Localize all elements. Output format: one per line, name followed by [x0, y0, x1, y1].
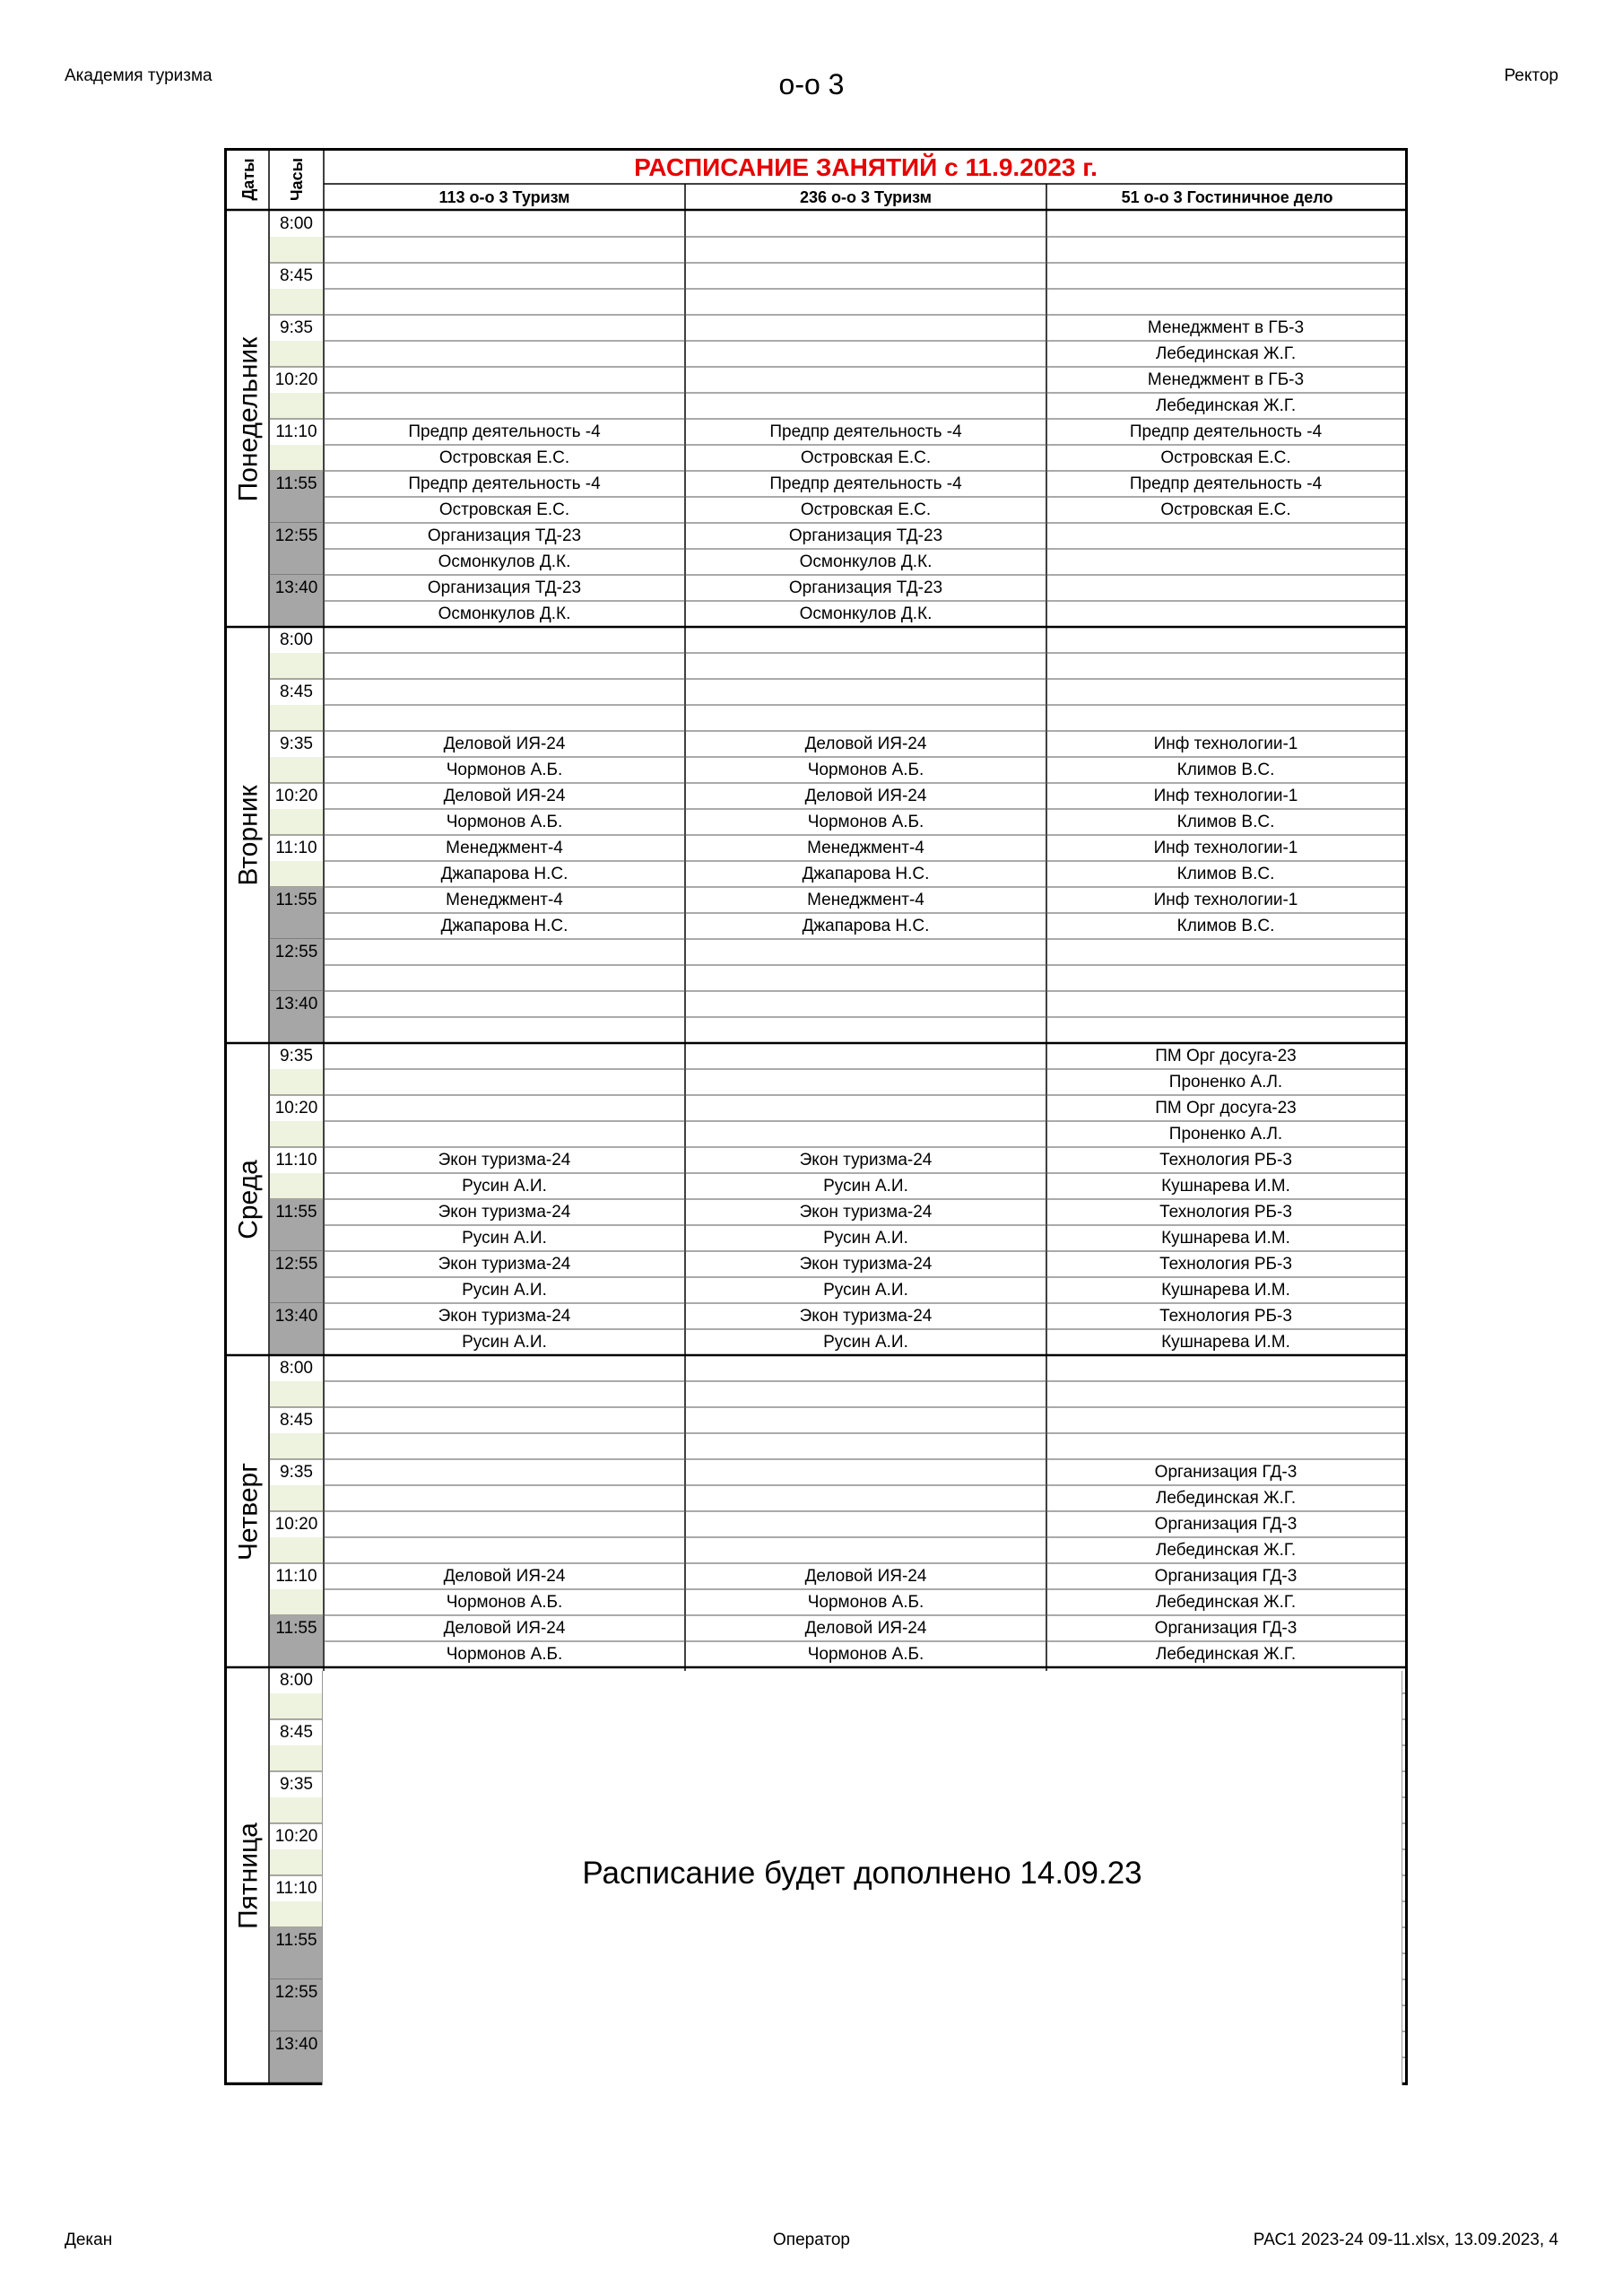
teacher-cell — [324, 1017, 685, 1043]
time-slot: 10:20 — [274, 787, 318, 805]
subject-cell — [1046, 523, 1405, 549]
subject-cell — [685, 1407, 1046, 1433]
subject-cell: Деловой ИЯ-24 — [443, 787, 566, 805]
time-slot: 8:00 — [280, 1671, 313, 1690]
teacher-cell: Русин А.И. — [823, 1229, 908, 1248]
teacher-cell: Русин А.И. — [462, 1333, 547, 1352]
subject-cell: Менеджмент-4 — [807, 839, 924, 857]
teacher-cell: Островская Е.С. — [438, 448, 570, 467]
teacher-cell: Джапарова Н.С. — [802, 865, 930, 883]
teacher-cell — [685, 341, 1046, 367]
time-slot: 11:55 — [275, 1931, 317, 1950]
subject-cell — [685, 367, 1046, 393]
time-slot: 8:00 — [280, 631, 313, 649]
subject-cell — [1046, 939, 1405, 965]
teacher-cell: Климов В.С. — [1176, 761, 1275, 779]
footer-signature-operator: Оператор — [773, 2231, 850, 2249]
teacher-cell — [324, 289, 685, 315]
subject-cell — [324, 367, 685, 393]
teacher-cell — [685, 1017, 1046, 1043]
time-slot: 13:40 — [274, 1307, 318, 1326]
subject-cell — [1046, 627, 1405, 653]
teacher-cell — [324, 1121, 685, 1147]
time-slot: 10:20 — [274, 1515, 318, 1534]
teacher-cell: Климов В.С. — [1176, 917, 1275, 935]
time-slot: 8:00 — [280, 214, 313, 233]
notice-text: Расписание будет дополнено 14.09.23 — [582, 1856, 1142, 1891]
subject-cell — [685, 1459, 1046, 1485]
teacher-cell: Чормонов А.Б. — [807, 813, 924, 831]
teacher-cell: Кушнарева И.М. — [1161, 1177, 1290, 1196]
subject-cell — [685, 1043, 1046, 1069]
time-slot: 11:55 — [275, 1203, 317, 1222]
teacher-cell — [324, 1537, 685, 1563]
subject-cell — [1046, 263, 1405, 289]
subject-cell — [685, 679, 1046, 705]
teacher-cell — [324, 1381, 685, 1407]
teacher-cell: Чормонов А.Б. — [446, 761, 563, 779]
subject-cell: Менеджмент-4 — [807, 891, 924, 909]
teacher-cell: Русин А.И. — [462, 1177, 547, 1196]
teacher-cell — [685, 1121, 1046, 1147]
subject-cell: Деловой ИЯ-24 — [443, 735, 566, 753]
time-slot: 13:40 — [274, 578, 318, 597]
teacher-cell: Чормонов А.Б. — [807, 1645, 924, 1664]
subject-cell: Экон туризма-24 — [438, 1255, 571, 1274]
time-slot: 8:45 — [280, 1411, 313, 1430]
subject-cell — [324, 263, 685, 289]
teacher-cell: Проненко А.Л. — [1168, 1073, 1283, 1091]
subject-cell — [685, 1095, 1046, 1121]
teacher-cell: Русин А.И. — [462, 1229, 547, 1248]
subject-cell: Экон туризма-24 — [438, 1151, 571, 1170]
teacher-cell: Климов В.С. — [1176, 813, 1275, 831]
subject-cell — [1046, 1355, 1405, 1381]
subject-cell: Организация ГД-3 — [1154, 1515, 1298, 1534]
teacher-cell: Лебединская Ж.Г. — [1155, 344, 1297, 363]
subject-cell — [324, 991, 685, 1017]
teacher-cell — [685, 1537, 1046, 1563]
subject-cell — [685, 627, 1046, 653]
subject-cell: Технология РБ-3 — [1159, 1307, 1292, 1326]
subject-cell — [685, 1511, 1046, 1537]
teacher-cell: Чормонов А.Б. — [446, 813, 563, 831]
group-header-236: 236 о-о 3 Туризм — [800, 188, 932, 206]
teacher-cell: Проненко А.Л. — [1168, 1125, 1283, 1144]
teacher-cell: Климов В.С. — [1176, 865, 1275, 883]
notice-box — [322, 1671, 1402, 2085]
subject-cell: Предпр деятельность -4 — [769, 422, 962, 441]
time-slot: 12:55 — [274, 526, 318, 545]
subject-cell: Менеджмент в ГБ-3 — [1147, 318, 1305, 337]
time-slot: 11:55 — [275, 1619, 317, 1638]
subject-cell: Организация ТД-23 — [788, 526, 943, 545]
footer-file-info: РАС1 2023-24 09-11.xlsx, 13.09.2023, 4 — [1253, 2231, 1558, 2249]
column-header-hours: Часы — [288, 157, 306, 202]
teacher-cell — [1046, 653, 1405, 679]
time-slot: 9:35 — [280, 1047, 313, 1065]
teacher-cell — [1046, 549, 1405, 575]
schedule-title: РАСПИСАНИЕ ЗАНЯТИЙ с 11.9.2023 г. — [634, 153, 1098, 181]
time-slot: 8:00 — [280, 1359, 313, 1378]
subject-cell: Деловой ИЯ-24 — [804, 735, 927, 753]
subject-cell — [1046, 575, 1405, 601]
teacher-cell: Джапарова Н.С. — [802, 917, 930, 935]
subject-cell — [1046, 679, 1405, 705]
subject-cell: Организация ГД-3 — [1154, 1463, 1298, 1482]
teacher-cell: Лебединская Ж.Г. — [1155, 1541, 1297, 1560]
teacher-cell — [685, 1485, 1046, 1511]
subject-cell — [324, 1043, 685, 1069]
subject-cell: Деловой ИЯ-24 — [804, 1619, 927, 1638]
teacher-cell — [324, 237, 685, 263]
subject-cell: Менеджмент в ГБ-3 — [1147, 370, 1305, 389]
teacher-cell: Осмонкулов Д.К. — [438, 604, 571, 623]
teacher-cell — [685, 1433, 1046, 1459]
subject-cell — [324, 315, 685, 341]
subject-cell: Экон туризма-24 — [438, 1307, 571, 1326]
teacher-cell: Островская Е.С. — [800, 448, 932, 467]
teacher-cell — [1046, 965, 1405, 991]
teacher-cell: Чормонов А.Б. — [446, 1593, 563, 1612]
subject-cell — [324, 211, 685, 237]
teacher-cell: Кушнарева И.М. — [1161, 1229, 1290, 1248]
time-slot: 8:45 — [280, 1723, 313, 1742]
time-slot: 11:10 — [275, 1879, 317, 1898]
teacher-cell: Русин А.И. — [462, 1281, 547, 1300]
teacher-cell — [1046, 1017, 1405, 1043]
teacher-cell: Осмонкулов Д.К. — [799, 604, 933, 623]
teacher-cell — [324, 653, 685, 679]
column-header-dates: Даты — [239, 158, 257, 201]
teacher-cell: Чормонов А.Б. — [446, 1645, 563, 1664]
subject-cell: Организация ТД-23 — [788, 578, 943, 597]
teacher-cell — [1046, 289, 1405, 315]
subject-cell: Предпр деятельность -4 — [408, 422, 601, 441]
teacher-cell — [1046, 1381, 1405, 1407]
time-slot: 9:35 — [280, 1463, 313, 1482]
subject-cell — [324, 1459, 685, 1485]
subject-cell: Экон туризма-24 — [799, 1255, 933, 1274]
subject-cell: Деловой ИЯ-24 — [443, 1619, 566, 1638]
time-slot: 11:55 — [275, 891, 317, 909]
teacher-cell: Кушнарева И.М. — [1161, 1281, 1290, 1300]
teacher-cell: Джапарова Н.С. — [440, 917, 568, 935]
subject-cell — [324, 939, 685, 965]
subject-cell: Организация ГД-3 — [1154, 1619, 1298, 1638]
teacher-cell — [1046, 601, 1405, 627]
time-slot: 11:10 — [275, 422, 317, 441]
teacher-cell — [324, 1433, 685, 1459]
day-name: Четверг — [233, 1462, 263, 1561]
subject-cell — [1046, 1407, 1405, 1433]
teacher-cell: Кушнарева И.М. — [1161, 1333, 1290, 1352]
day-name: Вторник — [233, 784, 263, 886]
subject-cell — [685, 1355, 1046, 1381]
subject-cell: Экон туризма-24 — [799, 1203, 933, 1222]
schedule-table — [224, 148, 1408, 2085]
subject-cell: Инф технологии-1 — [1153, 735, 1298, 753]
time-slot: 10:20 — [274, 370, 318, 389]
teacher-cell: Островская Е.С. — [800, 500, 932, 519]
subject-cell: Предпр деятельность -4 — [1129, 474, 1323, 493]
time-slot: 12:55 — [274, 1255, 318, 1274]
subject-cell: Предпр деятельность -4 — [408, 474, 601, 493]
time-slot: 11:10 — [275, 1567, 317, 1586]
header-institution: Академия туризма — [65, 66, 213, 85]
teacher-cell: Островская Е.С. — [1160, 500, 1291, 519]
subject-cell — [685, 939, 1046, 965]
time-slot: 12:55 — [274, 943, 318, 961]
group-header-113: 113 о-о 3 Туризм — [438, 188, 570, 206]
teacher-cell — [1046, 1433, 1405, 1459]
teacher-cell: Островская Е.С. — [438, 500, 570, 519]
teacher-cell — [324, 393, 685, 419]
time-slot: 13:40 — [274, 995, 318, 1013]
footer-signature-dean: Декан — [65, 2231, 113, 2249]
teacher-cell — [324, 341, 685, 367]
subject-cell: Экон туризма-24 — [438, 1203, 571, 1222]
teacher-cell — [324, 965, 685, 991]
teacher-cell: Лебединская Ж.Г. — [1155, 396, 1297, 415]
teacher-cell: Лебединская Ж.Г. — [1155, 1593, 1297, 1612]
teacher-cell: Осмонкулов Д.К. — [799, 552, 933, 571]
subject-cell: Инф технологии-1 — [1153, 787, 1298, 805]
subject-cell — [1046, 991, 1405, 1017]
subject-cell: Предпр деятельность -4 — [1129, 422, 1323, 441]
subject-cell — [324, 627, 685, 653]
day-name: Пятница — [233, 1822, 263, 1929]
teacher-cell: Лебединская Ж.Г. — [1155, 1645, 1297, 1664]
subject-cell: Деловой ИЯ-24 — [443, 1567, 566, 1586]
time-slot: 9:35 — [280, 735, 313, 753]
group-header-51: 51 о-о 3 Гостиничное дело — [1121, 188, 1333, 206]
time-slot: 11:10 — [275, 1151, 317, 1170]
teacher-cell — [1046, 237, 1405, 263]
time-slot: 12:55 — [274, 1983, 318, 2002]
time-slot: 8:45 — [280, 266, 313, 285]
teacher-cell: Чормонов А.Б. — [807, 761, 924, 779]
subject-cell: ПМ Орг досуга-23 — [1155, 1099, 1297, 1118]
subject-cell: Деловой ИЯ-24 — [804, 787, 927, 805]
time-slot: 10:20 — [274, 1099, 318, 1118]
time-slot: 11:55 — [275, 474, 317, 493]
subject-cell: Технология РБ-3 — [1159, 1255, 1292, 1274]
teacher-cell: Островская Е.С. — [1160, 448, 1291, 467]
subject-cell: Инф технологии-1 — [1153, 891, 1298, 909]
teacher-cell: Русин А.И. — [823, 1177, 908, 1196]
teacher-cell — [685, 393, 1046, 419]
subject-cell — [324, 679, 685, 705]
teacher-cell: Русин А.И. — [823, 1281, 908, 1300]
time-slot: 9:35 — [280, 1775, 313, 1794]
teacher-cell: Осмонкулов Д.К. — [438, 552, 571, 571]
teacher-cell — [685, 705, 1046, 731]
teacher-cell: Джапарова Н.С. — [440, 865, 568, 883]
day-name: Понедельник — [233, 336, 263, 501]
teacher-cell: Лебединская Ж.Г. — [1155, 1489, 1297, 1508]
time-slot: 9:35 — [280, 318, 313, 337]
teacher-cell — [324, 1069, 685, 1095]
time-slot: 10:20 — [274, 1827, 318, 1846]
subject-cell: ПМ Орг досуга-23 — [1155, 1047, 1297, 1065]
teacher-cell: Русин А.И. — [823, 1333, 908, 1352]
teacher-cell — [324, 1485, 685, 1511]
subject-cell — [685, 263, 1046, 289]
header-signature-rector: Ректор — [1504, 66, 1558, 85]
subject-cell: Экон туризма-24 — [799, 1151, 933, 1170]
day-name: Среда — [233, 1159, 263, 1239]
subject-cell — [324, 1095, 685, 1121]
teacher-cell — [685, 965, 1046, 991]
header-group-code: о-о 3 — [778, 68, 845, 100]
subject-cell — [685, 211, 1046, 237]
subject-cell — [1046, 211, 1405, 237]
teacher-cell — [685, 237, 1046, 263]
teacher-cell — [1046, 705, 1405, 731]
subject-cell: Технология РБ-3 — [1159, 1203, 1292, 1222]
teacher-cell: Чормонов А.Б. — [807, 1593, 924, 1612]
time-slot: 11:10 — [275, 839, 317, 857]
subject-cell — [324, 1355, 685, 1381]
teacher-cell — [685, 1069, 1046, 1095]
teacher-cell — [324, 705, 685, 731]
subject-cell — [324, 1407, 685, 1433]
subject-cell: Технология РБ-3 — [1159, 1151, 1292, 1170]
subject-cell: Организация ГД-3 — [1154, 1567, 1298, 1586]
time-slot: 13:40 — [274, 2035, 318, 2054]
subject-cell: Организация ТД-23 — [427, 526, 582, 545]
teacher-cell — [685, 653, 1046, 679]
subject-cell: Менеджмент-4 — [446, 891, 563, 909]
subject-cell: Инф технологии-1 — [1153, 839, 1298, 857]
subject-cell — [685, 315, 1046, 341]
subject-cell: Менеджмент-4 — [446, 839, 563, 857]
subject-cell: Предпр деятельность -4 — [769, 474, 962, 493]
subject-cell — [324, 1511, 685, 1537]
subject-cell — [685, 991, 1046, 1017]
time-slot: 8:45 — [280, 683, 313, 701]
teacher-cell — [685, 1381, 1046, 1407]
subject-cell: Деловой ИЯ-24 — [804, 1567, 927, 1586]
subject-cell: Экон туризма-24 — [799, 1307, 933, 1326]
teacher-cell — [685, 289, 1046, 315]
subject-cell: Организация ТД-23 — [427, 578, 582, 597]
